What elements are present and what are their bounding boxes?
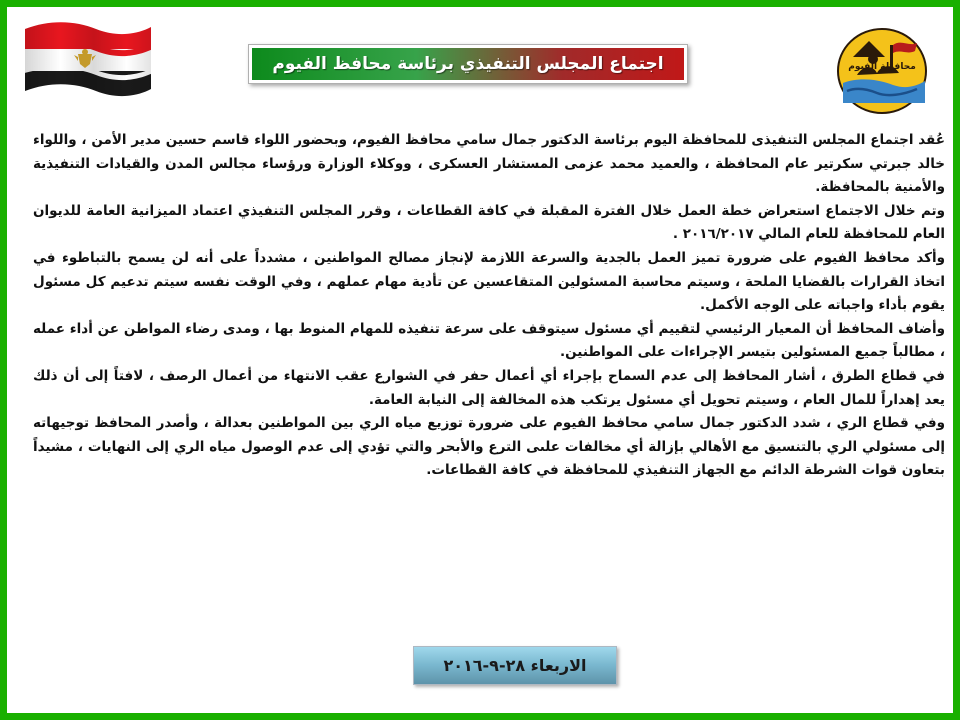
article-paragraph-3: وأكد محافظ الفيوم على ضرورة تميز العمل بالجدية والسرعة اللازمة لإنجاز مصالح المواطنين ، مشدداً على أنه لن يسمح بالتباطوء في اتخاذ القرارات بالقضايا الملحة ، وسيتم محاسبة المسئولين المتقاعسين عن تأدية مهام عملهم ، وفي الوقت نفسه سيتم تدعيم كل مسئول يقوم بأداء واجباته على الوجه الأكمل.	[33, 249, 945, 314]
article-paragraph-4: وأضاف المحافظ أن المعيار الرئيسي لتقييم أي مسئول سيتوقف على سرعة تنفيذه للمهام المنوط بها ، ومدى رضاء المواطن عن أداء عمله ، مطالباً جميع المسئولين بتيسر الإجراءات على المواطنين.	[33, 320, 945, 361]
article-paragraph-6: وفي قطاع الري ، شدد الدكتور جمال سامي محافظ الفيوم على ضرورة توزيع مياه الري بين المواطنين بعدالة ، وأصدر المحافظ توجيهاته إلى مسئولي الري بالتنسيق مع الأهالي بإزالة أي مخالفات علىى الترع والأبحر والتي تؤدي إلى عدم الوصول مياه الري إلى النهايات ، مشيداً بتعاون قوات الشرطة الدائم مع الجهاز التنفيذي للمحافظة في كافة القطاعات.	[33, 415, 945, 479]
svg-text:محافظة الفيوم: محافظة الفيوم	[848, 62, 916, 72]
article-body	[33, 129, 945, 629]
article-paragraph-1: عُقد اجتماع المجلس التنفيذى للمحافظة اليوم برئاسة الدكتور جمال سامي محافظ الفيوم، وبحضور اللواء قاسم حسين مدير الأمن ، واللواء خالد جبرتي سكرتير عام المحافظة ، والعميد محمد عزمى المستشار العسكرى ، ووكلاء الوزارة ورؤساء مجالس المدن والقيادات التنفيذية والأمنية بالمحافظة.	[33, 132, 945, 196]
date-badge	[413, 646, 617, 685]
publish-date: الاربعاء ٢٨-٩-٢٠١٦	[443, 656, 587, 675]
page-title: اجتماع المجلس التنفيذي برئاسة محافظ الفيوم	[252, 48, 684, 80]
fayoum-governorate-logo	[833, 19, 931, 117]
article-paragraph-2: وتم خلال الاجتماع استعراض خطة العمل خلال الفترة المقبلة في كافة القطاعات ، وقرر المجلس التنفيذي اعتماد الميزانية العامة للديوان العام للمحافظة للعام المالي ٢٠١٦/٢٠١٧ .	[33, 202, 945, 243]
title-banner	[248, 44, 688, 84]
egypt-flag-icon	[21, 19, 153, 111]
article-paragraph-5: في قطاع الطرق ، أشار المحافظ إلى عدم السماح بإجراء أي أعمال حفر في الشوارع عقب الانتهاء من أعمال الرصف ، لافتاً إلى أن ذلك يعد إهداراً للمال العام ، وسيتم تحويل أي مسئول يرتكب هذه المخالفة إلى النيابة العامة.	[33, 367, 945, 408]
